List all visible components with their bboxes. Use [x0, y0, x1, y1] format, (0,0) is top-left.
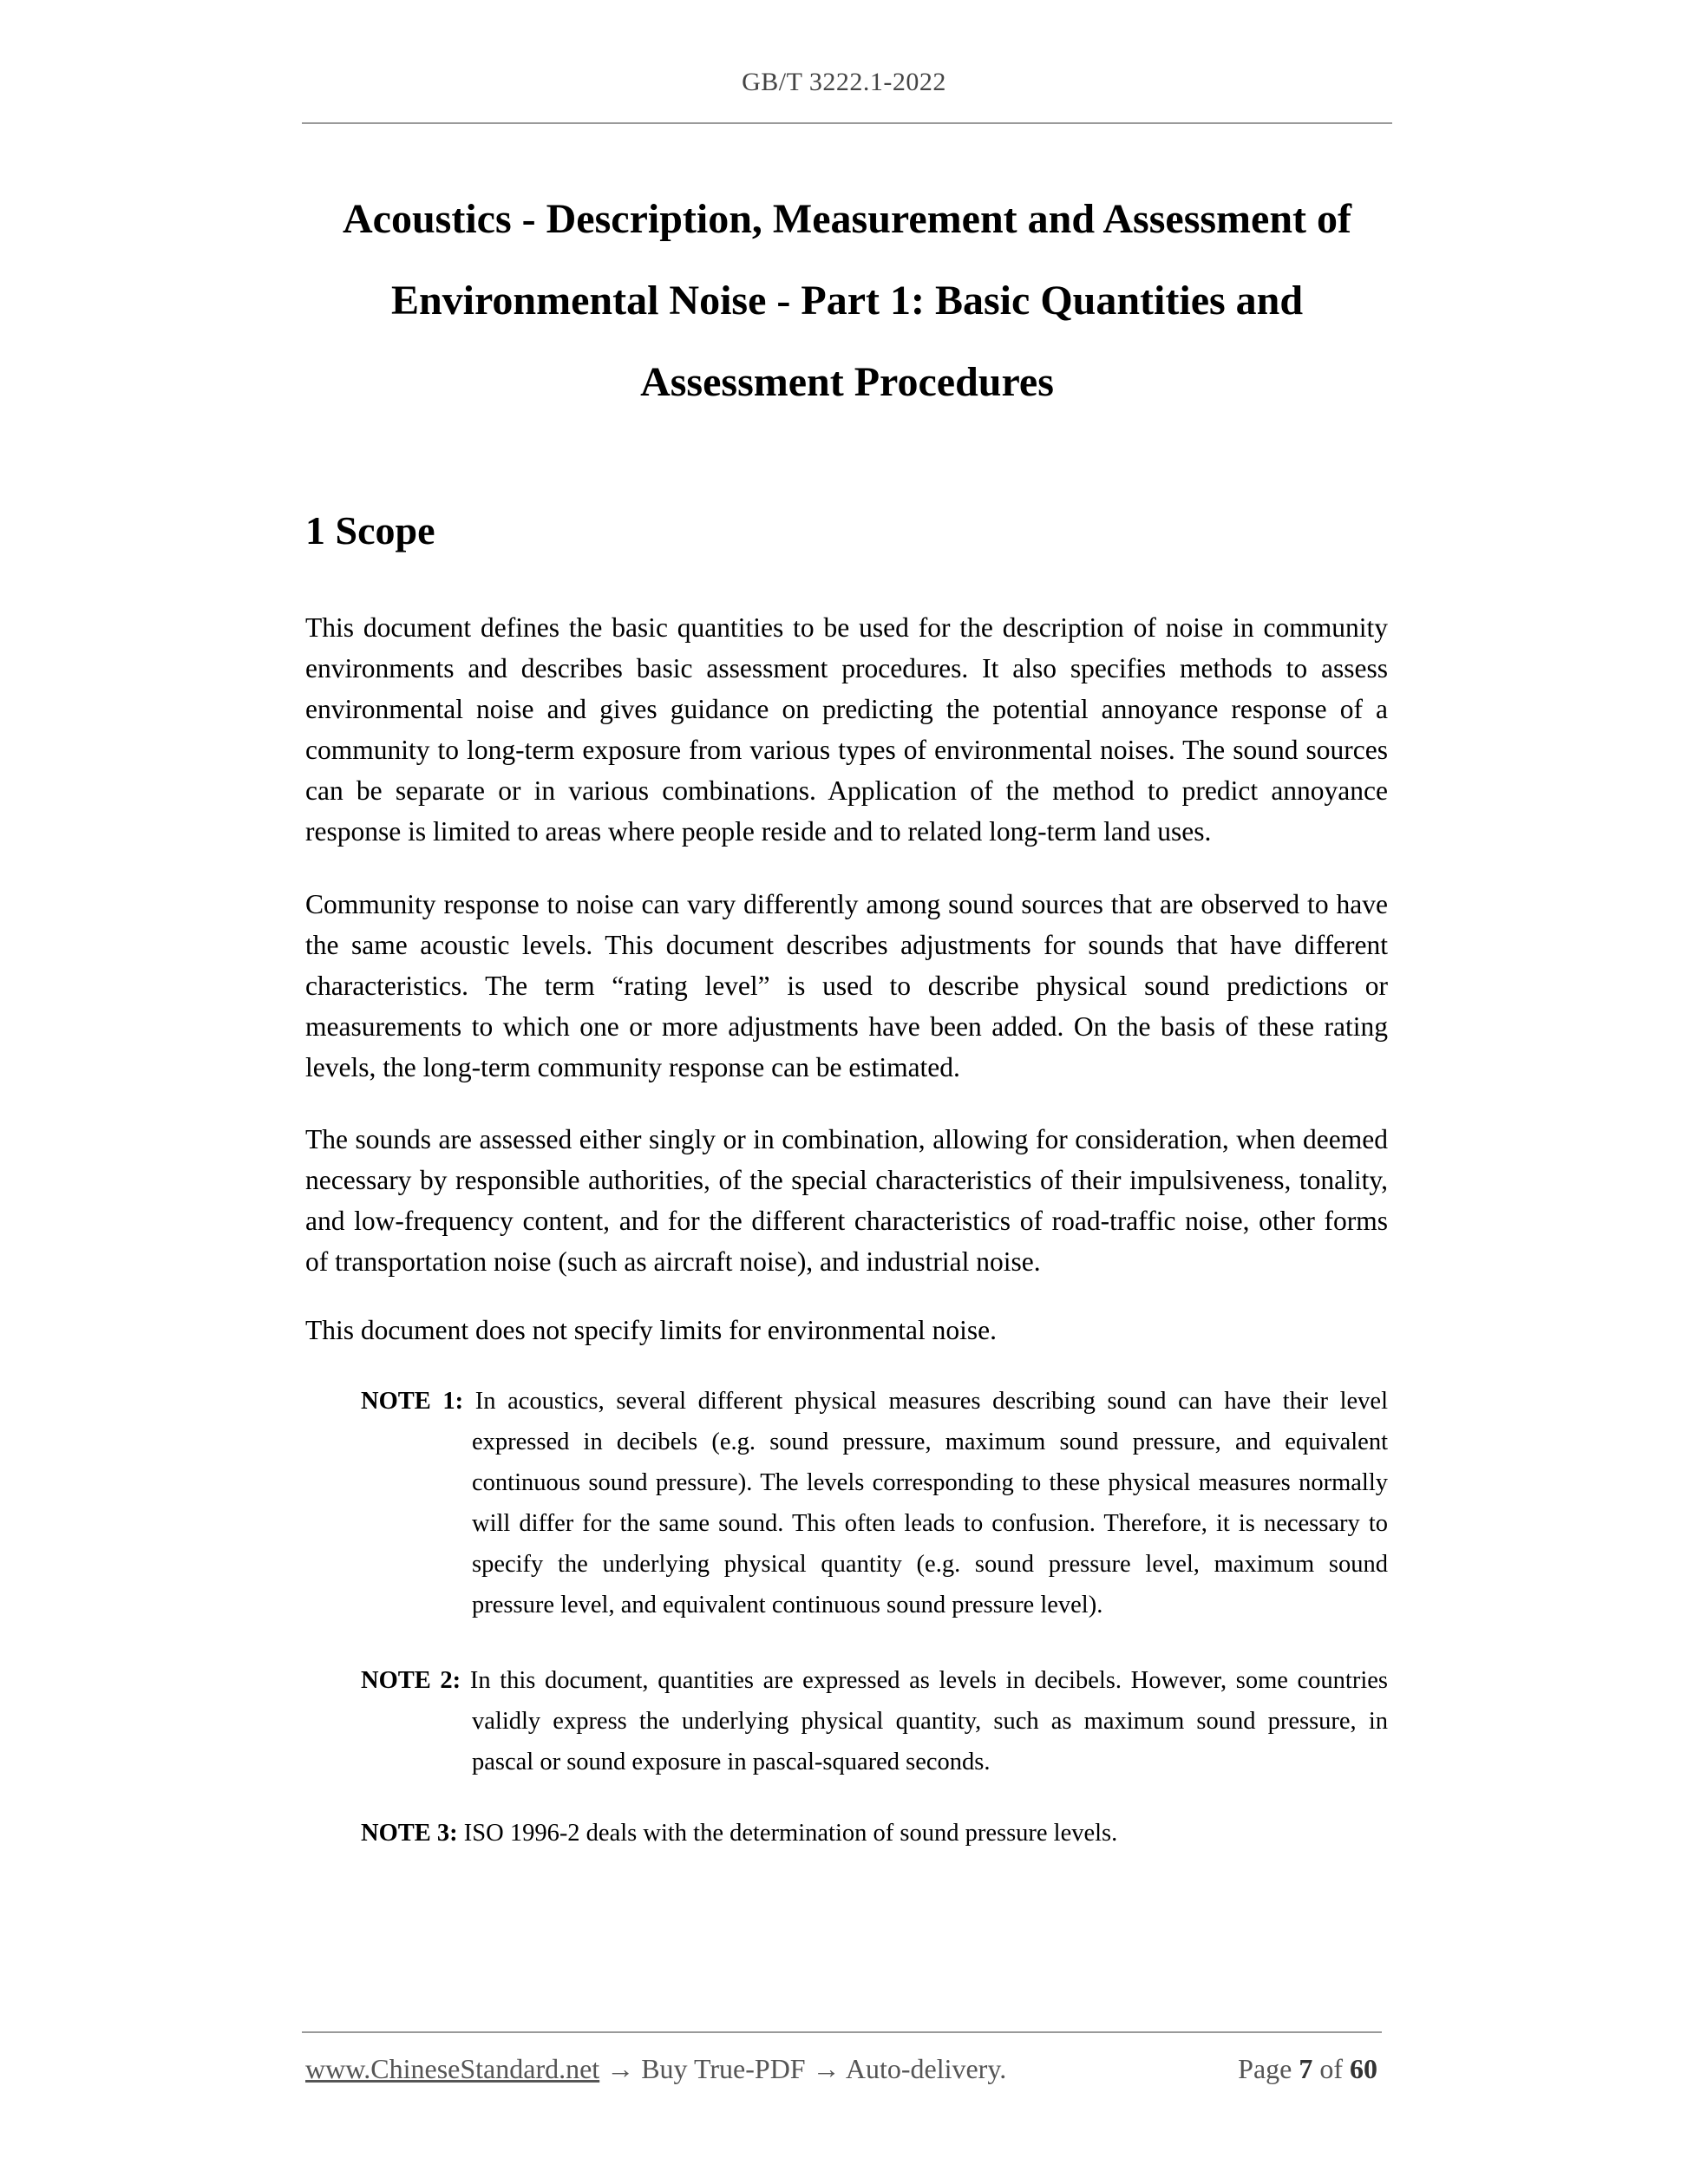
arrow-right-icon: →: [606, 2053, 635, 2084]
current-page: 7: [1299, 2053, 1313, 2084]
note-1: [361, 1381, 1388, 1625]
title-line-1: Acoustics - Description, Measurement and Assessment of: [342, 196, 1351, 242]
buy-true-pdf-text: Buy True-PDF: [641, 2053, 806, 2084]
note-3: [361, 1813, 1388, 1854]
scope-paragraph-3: The sounds are assessed either singly or in combination, allowing for consideration, when deemed necessary by responsible authorities, of the special characteristics of their impulsiveness, tonality, and low-frequency content, and for the different characteristics of road-traffic noise, other forms of transportation noise (such as aircraft noise), and industrial noise.: [305, 1124, 1388, 1277]
page-word: Page: [1238, 2053, 1292, 2084]
title-line-2: Environmental Noise - Part 1: Basic Quantities and: [390, 278, 1304, 324]
total-pages: 60: [1350, 2053, 1377, 2084]
note-2-label: NOTE 2:: [361, 1667, 461, 1694]
note-3-text: ISO 1996-2 deals with the determination of sound pressure levels.: [463, 1820, 1118, 1847]
title-line-3: Assessment Procedures: [640, 359, 1054, 405]
of-word: of: [1319, 2053, 1343, 2084]
footer-promo: [305, 2053, 1006, 2085]
page-number: [1238, 2053, 1377, 2085]
scope-paragraph-2: Community response to noise can vary differently among sound sources that are observed to have the same acoustic levels. This document describes adjustments for sounds that have different characteristics. The term “rating level” is used to describe physical sound predictions or measurements to which one or more adjustments have been added. On the basis of these rating levels, the long-term community response can be estimated.: [305, 889, 1388, 1082]
section-heading-scope: 1 Scope: [305, 508, 435, 553]
scope-paragraph-4: This document does not specify limits for environmental noise.: [305, 1315, 997, 1345]
note-2: [361, 1660, 1388, 1782]
note-2-text: In this document, quantities are expressed as levels in decibels. However, some countries validly express the underlying physical quantity, such as maximum sound pressure, in pascal or sound exposure in pascal-squared seconds.: [469, 1667, 1389, 1775]
note-1-label: NOTE 1:: [361, 1388, 464, 1415]
document-title: [302, 179, 1392, 423]
arrow-right-icon: →: [812, 2053, 841, 2084]
note-3-label: NOTE 3:: [361, 1820, 458, 1847]
auto-delivery-text: Auto-delivery.: [845, 2053, 1007, 2084]
scope-paragraph-1: This document defines the basic quantities to be used for the description of noise in community environments and describes basic assessment procedures. It also specifies methods to assess environmental noise and gives guidance on predicting the potential annoyance response of a community to long-term exposure from various types of environmental noises. The sound sources can be separate or in various combinations. Application of the method to predict annoyance response is limited to areas where people reside and to related long-term land uses.: [305, 612, 1388, 847]
site-link[interactable]: www.ChineseStandard.net: [305, 2053, 600, 2084]
standard-id-header: GB/T 3222.1-2022: [742, 68, 946, 96]
note-1-text: In acoustics, several different physical measures describing sound can have their level expressed in decibels (e.g. sound pressure, maximum sound pressure, and equivalent continuous sound pressure). The levels corresponding to these physical measures normally will differ for the same sound. This often leads to confusion. Therefore, it is necessary to specify the underlying physical quantity (e.g. sound pressure level, maximum sound pressure level, and equivalent continuous sound pressure level).: [472, 1388, 1388, 1618]
header-divider: [302, 122, 1392, 124]
footer-divider: [302, 2031, 1382, 2033]
